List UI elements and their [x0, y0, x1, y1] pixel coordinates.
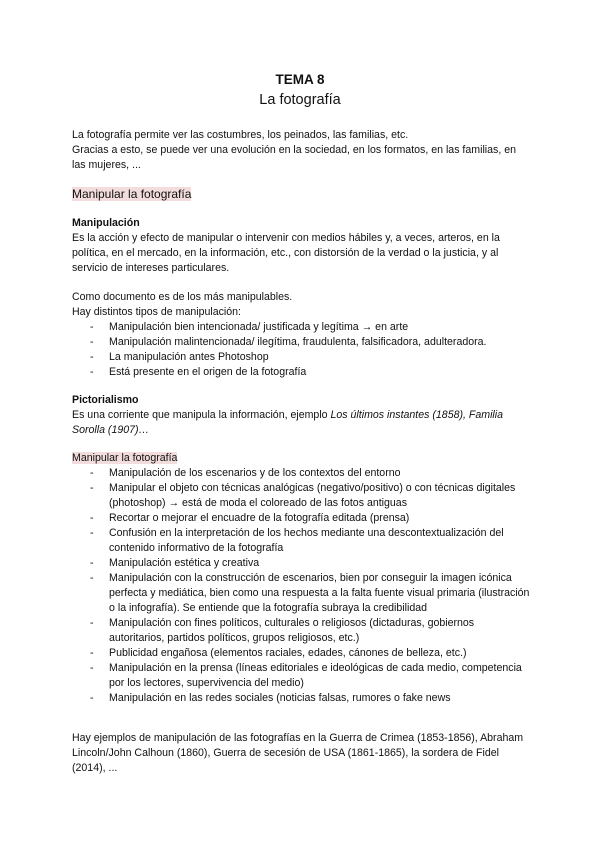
bullet-dash: - [90, 692, 94, 704]
bullet-dash: - [90, 617, 94, 629]
manipulacion-block [72, 216, 532, 276]
documento-line-1: Como documento es de los más manipulables. [72, 291, 293, 303]
list-item-text: Manipular el objeto con técnicas analógicas (negativo/positivo) o con técnicas digitales (photoshop) → está de moda el coloreado de las fotos antiguas [109, 482, 516, 509]
bullet-dash: - [90, 482, 94, 494]
list-item [72, 616, 532, 646]
list-item-text: Manipulación en las redes sociales (noticias falsas, rumores o fake news [109, 692, 451, 704]
page-title: TEMA 8 [275, 72, 325, 87]
documento-block [72, 290, 532, 380]
section2-heading: Manipular la fotografía [72, 452, 178, 464]
bullet-dash: - [90, 467, 94, 479]
pictorialismo-text [72, 408, 532, 438]
list-item [72, 526, 532, 556]
list-item-text: Manipulación bien intencionada/ justificada y legítima → en arte [109, 321, 409, 333]
list-item-text: Manipulación con la construcción de escenarios, bien por conseguir la imagen icónica perfecta y mediática, bien como una respuesta a la falta fuente visual primaria (ilustración o la infografía). Se entiende que la fotografía subraya la credibilidad [109, 572, 530, 614]
bullet-dash: - [90, 351, 94, 363]
pictorialismo-block [72, 393, 532, 438]
bullet-dash: - [90, 557, 94, 569]
list-item-text: Manipulación malintencionada/ ilegítima, fraudulenta, falsificadora, adulteradora. [109, 336, 487, 348]
bullet-dash: - [90, 647, 94, 659]
list-item [72, 511, 532, 526]
list-item-text: Manipulación estética y creativa [109, 557, 260, 569]
list-item [72, 365, 532, 380]
intro-block [72, 128, 532, 173]
bullet-dash: - [90, 572, 94, 584]
list-item-text: Manipulación con fines políticos, culturales o religiosos (dictaduras, gobiernos autoritarios, partidos políticos, grupos religiosos, etc.) [109, 617, 475, 644]
manipulacion-text: Es la acción y efecto de manipular o intervenir con medios hábiles y, a veces, arteros, en la política, en el mercado, en la información, etc., con distorsión de la verdad o la justicia, y al servicio de intereses particulares. [72, 232, 500, 274]
intro-line-2: Gracias a esto, se puede ver una evolución en la sociedad, en los formatos, en las familias, en las mujeres, ... [72, 144, 517, 171]
list-item-text: Recortar o mejorar el encuadre de la fotografía editada (prensa) [109, 512, 410, 524]
list-item-text: Está presente en el origen de la fotografía [109, 366, 307, 378]
intro-line-1: La fotografía permite ver las costumbres, los peinados, las familias, etc. [72, 129, 409, 141]
bullet-dash: - [90, 527, 94, 539]
list-item [72, 646, 532, 661]
tipos-list [72, 320, 532, 380]
list-item [72, 571, 532, 616]
list-item [72, 556, 532, 571]
bullet-dash: - [90, 366, 94, 378]
manipulacion-heading: Manipulación [72, 217, 140, 229]
pictorialismo-heading: Pictorialismo [72, 394, 139, 406]
list-item [72, 691, 532, 706]
bullet-dash: - [90, 321, 94, 333]
list-item-text: Manipulación de los escenarios y de los contextos del entorno [109, 467, 401, 479]
list-item [72, 661, 532, 691]
bullet-dash: - [90, 512, 94, 524]
bullet-dash: - [90, 336, 94, 348]
closing-text: Hay ejemplos de manipulación de las fotografías en la Guerra de Crimea (1853-1856), Abraham Lincoln/John Calhoun (1860), Guerra de secesión de USA (1861-1865), la sordera de Fidel (2014), ... [72, 732, 524, 774]
list-item [72, 320, 532, 335]
bullet-dash: - [90, 662, 94, 674]
pictorialismo-text-start: Es una corriente que manipula la información, ejemplo [72, 409, 331, 421]
list-item [72, 481, 532, 511]
list-item-text: Publicidad engañosa (elementos raciales, edades, cánones de belleza, etc.) [109, 647, 467, 659]
closing-block [72, 731, 532, 776]
page-subtitle: La fotografía [259, 92, 341, 108]
section2-block [72, 451, 532, 706]
list-item-text: La manipulación antes Photoshop [109, 351, 269, 363]
list-item [72, 466, 532, 481]
section-heading-block [72, 185, 532, 203]
pictorialismo-examples: Los últimos instantes (1858), Familia Sorolla (1907)… [72, 409, 504, 436]
list-item [72, 335, 532, 350]
documento-line-2: Hay distintos tipos de manipulación: [72, 306, 242, 318]
manipular-list [72, 466, 532, 706]
list-item-text: Confusión en la interpretación de los hechos mediante una descontextualización del contenido informativo de la fotografía [109, 527, 504, 554]
section-heading-manipular: Manipular la fotografía [72, 187, 192, 201]
list-item-text: Manipulación en la prensa (líneas editoriales e ideológicas de cada medio, competencia por los lectores, supervivencia del medio) [109, 662, 522, 689]
list-item [72, 350, 532, 365]
